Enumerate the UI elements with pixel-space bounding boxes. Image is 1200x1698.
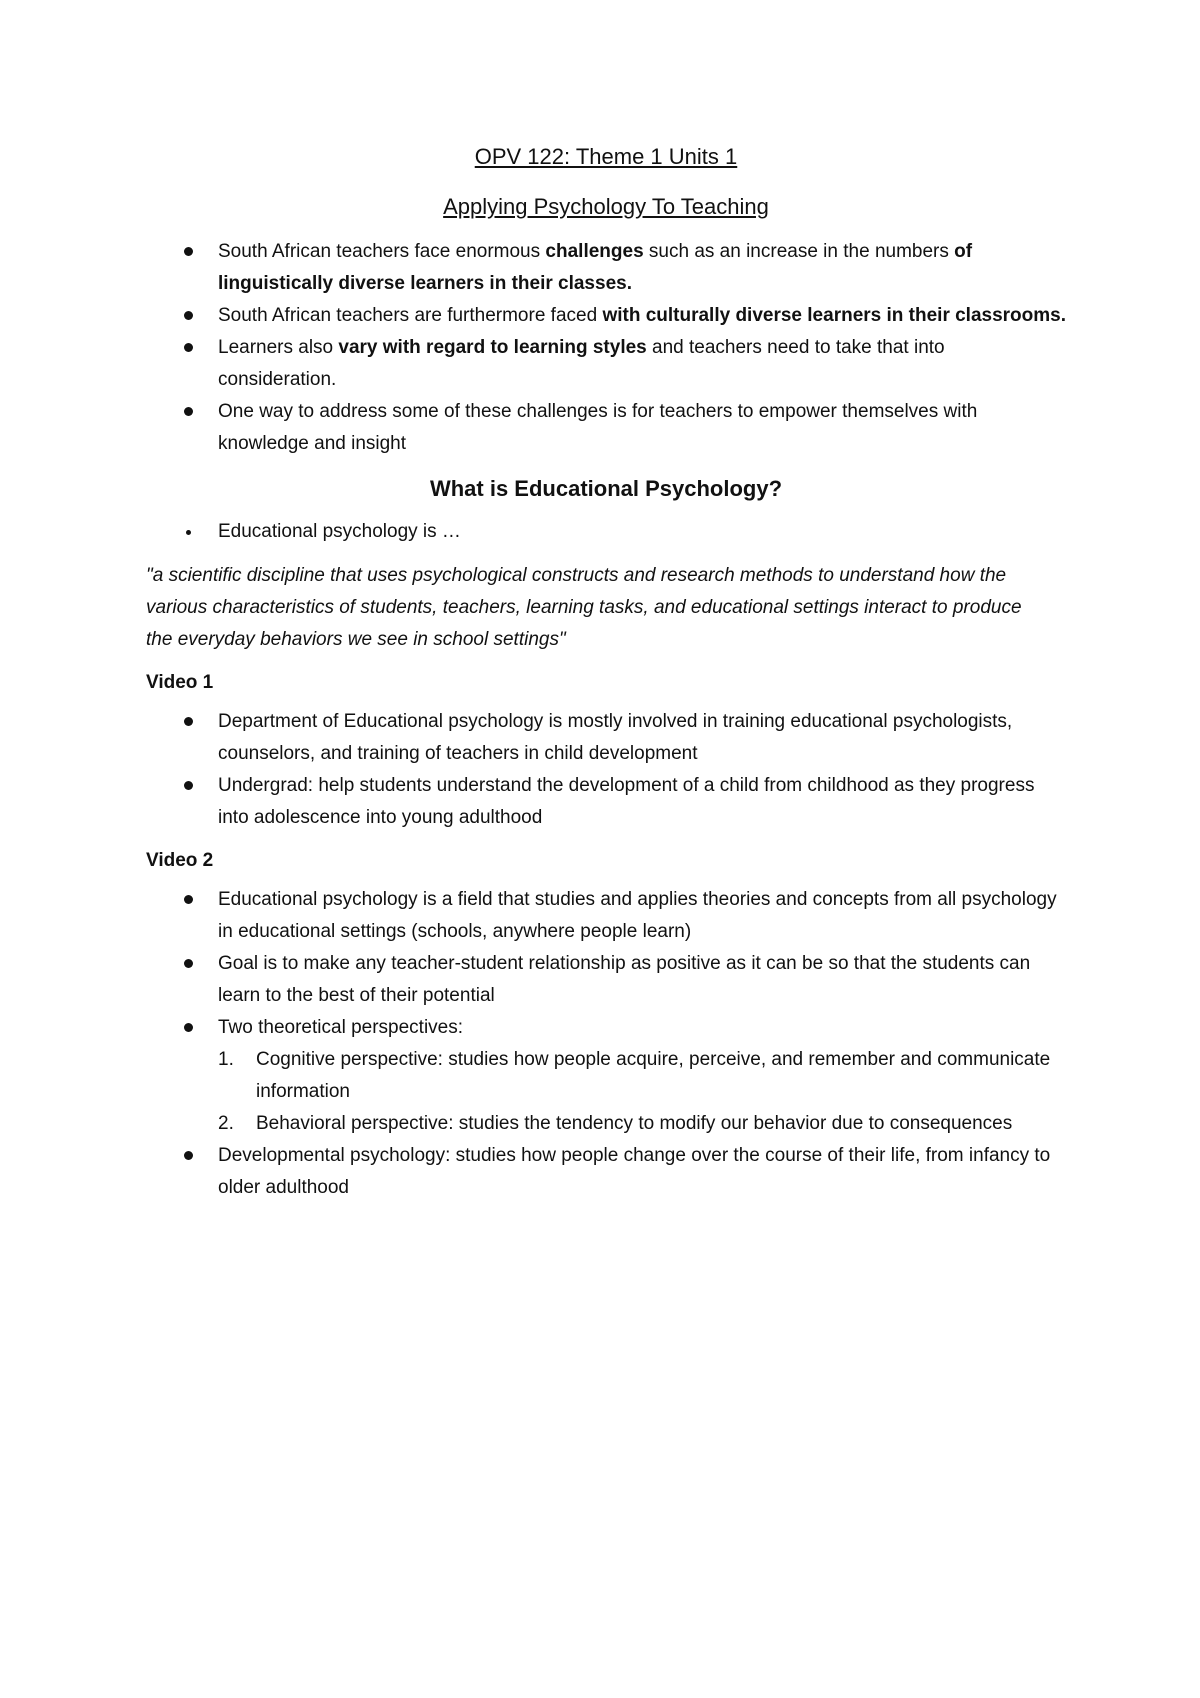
list-item <box>146 1140 1066 1204</box>
list-item <box>146 948 1066 1012</box>
numbered-item <box>146 1044 1066 1108</box>
list-item <box>146 706 1066 770</box>
bullet-text: Two theoretical perspectives: <box>218 1017 464 1038</box>
bullet-bold-text: of linguistically diverse learners in their classes. <box>218 241 973 294</box>
intro-bullet-list <box>146 236 1066 460</box>
item-text: Cognitive perspective: studies how people acquire, perceive, and remember and communicate information <box>256 1049 1051 1102</box>
video2-heading: Video 2 <box>146 850 214 871</box>
bullet-text: South African teachers face enormous <box>218 241 546 262</box>
bullet-bold-text: vary with regard to learning styles <box>338 337 647 358</box>
bullet-icon <box>184 1151 193 1160</box>
bullet-text: One way to address some of these challenges is for teachers to empower themselves with knowledge and insight <box>218 401 978 454</box>
document-subtitle: Applying Psychology To Teaching <box>443 194 769 219</box>
bullet-text: Developmental psychology: studies how people change over the course of their life, from infancy to older adulthood <box>218 1145 1051 1198</box>
item-number: 2. <box>218 1113 234 1134</box>
bullet-text: Learners also <box>218 337 339 358</box>
item-number: 1. <box>218 1049 234 1070</box>
list-item <box>146 770 1066 834</box>
bullet-icon <box>184 781 193 790</box>
bullet-icon <box>184 895 193 904</box>
document-content <box>146 142 1066 1204</box>
video2-final-bullet-list <box>146 1140 1066 1204</box>
document-title: OPV 122: Theme 1 Units 1 <box>474 144 738 169</box>
bullet-icon <box>184 343 193 352</box>
bullet-icon <box>184 1023 193 1032</box>
list-item <box>146 516 1066 548</box>
list-item <box>146 1012 1066 1044</box>
item-text: Behavioral perspective: studies the tendency to modify our behavior due to consequences <box>256 1113 1013 1134</box>
video2-bullet-list <box>146 884 1066 1044</box>
list-item <box>146 300 1066 332</box>
bullet-text: and teachers need to take that into consideration. <box>218 337 945 390</box>
bullet-text: Goal is to make any teacher-student relationship as positive as it can be so that the students can learn to the best of their potential <box>218 953 1031 1006</box>
bullet-text: Educational psychology is a field that studies and applies theories and concepts from all psychology in educational settings (schools, anywhere people learn) <box>218 889 1057 942</box>
list-item <box>146 236 1066 300</box>
bullet-icon <box>184 717 193 726</box>
section-heading: What is Educational Psychology? <box>429 476 783 501</box>
bullet-icon <box>184 959 193 968</box>
video1-bullet-list <box>146 706 1066 834</box>
bullet-text: South African teachers are furthermore faced <box>218 305 603 326</box>
video1-heading: Video 1 <box>146 672 214 693</box>
bullet-icon <box>184 311 193 320</box>
bullet-icon <box>186 530 191 535</box>
bullet-text: Department of Educational psychology is mostly involved in training educational psychologists, counselors, and training of teachers in child development <box>218 711 1013 764</box>
bullet-text: Undergrad: help students understand the development of a child from childhood as they progress into adolescence into young adulthood <box>218 775 1035 828</box>
definition-quote: "a scientific discipline that uses psychological constructs and research methods to understand how the various characteristics of students, teachers, learning tasks, and educational settings interact to produce the everyday behaviors we see in school settings" <box>146 565 1022 650</box>
bullet-icon <box>184 247 193 256</box>
perspectives-numbered-list <box>146 1044 1066 1140</box>
list-item <box>146 396 1066 460</box>
bullet-bold-text: challenges <box>545 241 644 262</box>
definition-bullet-list <box>146 516 1066 548</box>
bullet-bold-text: with culturally diverse learners in their classrooms. <box>602 305 1067 326</box>
bullet-icon <box>184 407 193 416</box>
bullet-text: Educational psychology is … <box>218 521 461 542</box>
numbered-item <box>146 1108 1066 1140</box>
list-item <box>146 884 1066 948</box>
bullet-text: such as an increase in the numbers <box>643 241 955 262</box>
list-item <box>146 332 1066 396</box>
